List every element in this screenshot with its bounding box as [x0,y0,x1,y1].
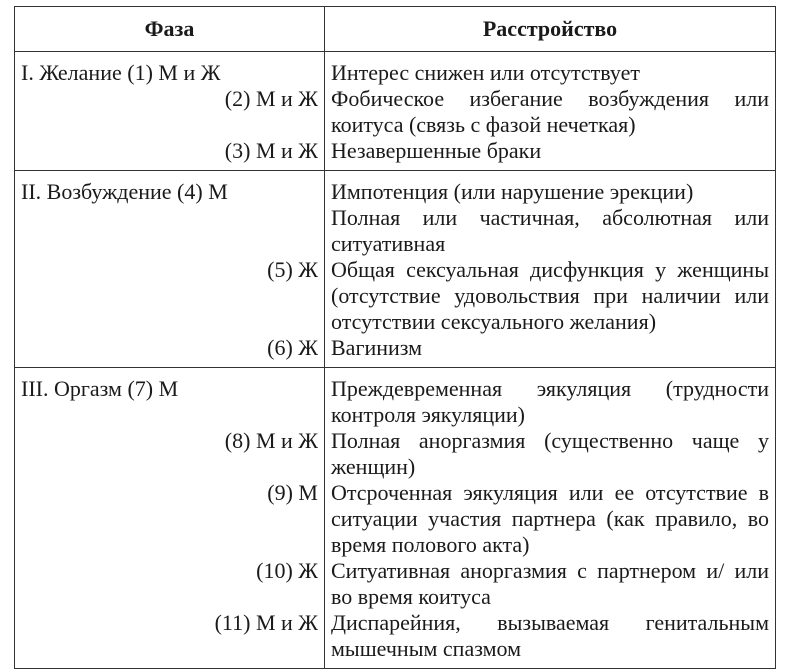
phase-group [15,171,776,368]
table-row [15,86,776,138]
disorder-cell [325,480,776,558]
phase-cell: (11) М и Ж [15,610,325,669]
phase-cell: III. Оргазм (7) М [15,368,325,429]
disorder-text: Полная аноргазмия (существенно чаще у женщин) [331,428,769,479]
phase-group [15,368,776,669]
table-row [15,428,776,480]
phase-cell: (6) Ж [15,335,325,368]
table-row [15,257,776,335]
table-row [15,52,776,87]
disorder-cell [325,52,776,87]
disorder-text: Ситуативная аноргазмия с партнером и/ или во время коитуса [331,558,769,609]
disorder-text: Отсроченная эякуляция или ее отсутствие в ситуации участия партнера (как правило, во время полового акта) [331,480,769,557]
table-row [15,171,776,258]
disorder-cell [325,171,776,258]
disorder-cell [325,86,776,138]
disorder-text: Преждевременная эякуляция (трудности контроля эякуляции) [331,376,769,427]
phase-cell: (3) М и Ж [15,138,325,171]
phase-cell: (8) М и Ж [15,428,325,480]
disorder-cell [325,368,776,429]
table-row [15,368,776,429]
header-phase: Фаза [15,7,325,52]
phase-cell: (10) Ж [15,558,325,610]
disorder-cell [325,257,776,335]
disorder-text: Вагинизм [331,335,423,360]
table-row [15,610,776,669]
table-row [15,558,776,610]
disorder-text: Фобическое избегание возбуждения или коитуса (связь с фазой нечеткая) [331,86,769,137]
disorder-cell [325,335,776,368]
header-row [15,7,776,52]
phase-cell: (9) М [15,480,325,558]
phase-disorder-table [14,6,776,669]
phase-cell: (5) Ж [15,257,325,335]
disorder-text: Общая сексуальная дисфункция у женщины (отсутствие удовольствия при наличии или отсутствии сексуального желания) [331,257,769,334]
disorder-text: Диспарейния, вызываемая генитальным мышечным спазмом [331,610,769,661]
disorder-cell [325,610,776,669]
phase-cell: (2) М и Ж [15,86,325,138]
phase-group [15,52,776,171]
disorder-cell [325,428,776,480]
table-row [15,138,776,171]
disorder-cell [325,558,776,610]
header-disorder: Расстройство [325,7,776,52]
table-row [15,480,776,558]
disorder-cell [325,138,776,171]
phase-cell: II. Возбуждение (4) М [15,171,325,258]
disorder-text: Полная или частичная, абсолютная или ситуативная [331,205,769,256]
table-row [15,335,776,368]
phase-cell: I. Желание (1) М и Ж [15,52,325,87]
disorder-text: Интерес снижен или отсутствует [331,60,640,85]
disorder-text: Незавершенные браки [331,138,542,163]
disorder-text: Импотенция (или нарушение эрекции) [331,179,694,204]
